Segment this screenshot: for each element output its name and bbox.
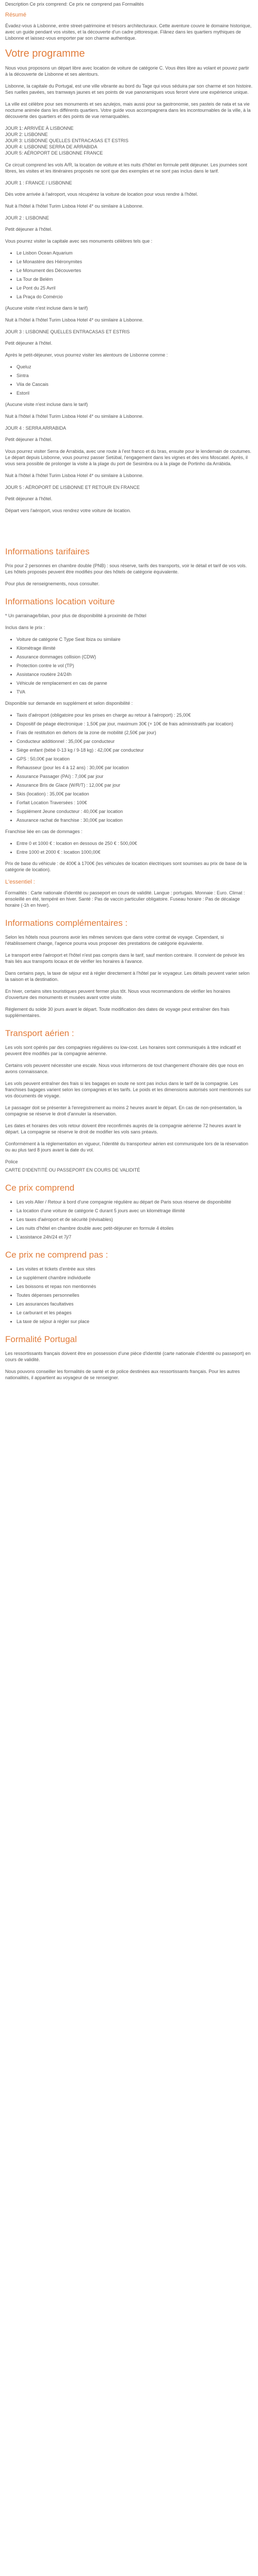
essentiel-text: Formalités : Carte nationale d'identité ou passeport en cours de validité. Langue : portugais. Monnaie : Euro. Climat : ensoleillé en été, tempéré en hiver. Santé : Pas de vaccin particulier obligatoire. Fuseau horaire : Pas de décalage horaire (-1h en hiver). — [5, 890, 245, 908]
list-item: • Rehausseur (pour les 4 à 12 ans) : 30,00€ par location — [17, 765, 253, 771]
location-inclus-label: Inclus dans le prix : — [5, 625, 45, 630]
programme-intro-2: Lisbonne, la capitale du Portugal, est une ville vibrante au bord du Tage qui vous séduira par son charme et son histoire. Ses ruelles pavées, ses tramways jaunes et ses points de vue panoramiques vous feront vivre une expérience unique. — [5, 83, 253, 95]
list-item: • La location d'une voiture de catégorie C durant 5 jours avec un kilométrage illimité — [17, 1208, 253, 1214]
list-item: • Assurance Passager (PAI) : 7,00€ par jour — [17, 773, 253, 779]
complementaires-p4: En hiver, certains sites touristiques peuvent fermer plus tôt. Nous vous recommandons de vérifier les horaires d'ouverture des monuments et musées avant votre visite. — [5, 989, 231, 1000]
list-item: • Assistance routière 24/24h — [17, 671, 253, 677]
day4-title: JOUR 4 : SERRA ARRABIDA — [5, 426, 67, 431]
list-item: • Frais de restitution en dehors de la zone de mobilité (2,50€ par jour) — [17, 730, 253, 736]
list-item: • Le Pont du 25 Avril — [17, 285, 253, 291]
day2-breakfast: Petit déjeuner à l'hôtel. — [5, 227, 53, 232]
programme-title: Votre programme — [5, 48, 85, 59]
list-item: • Les taxes d'aéroport et de sécurité (révisables) — [17, 1216, 253, 1223]
day2-list — [5, 250, 253, 300]
list-item: • Estoril — [17, 390, 253, 396]
location-franchise-list — [5, 840, 253, 855]
transport-p4: Le passager doit se présenter à l'enregistrement au moins 2 heures avant le départ. En cas de non-présentation, la compagnie se réserve le droit d'annuler la réservation. — [5, 1105, 242, 1116]
complementaires-p1: Selon les hôtels nous pourrons avoir les mêmes services que dans votre contrat de voyage. Cependant, si l'établissement change, l'agence pourra vous proposer des prestations de catégorie équivalente. — [5, 935, 224, 946]
tarifaires-text-2: Pour plus de renseignements, nous consulter. — [5, 581, 100, 586]
list-item: • GPS : 50,00€ par location — [17, 756, 253, 762]
day-summary-2: JOUR 2: LISBONNE — [5, 132, 48, 137]
day4-text: Vous pourrez visiter Serra de Arrabida, avec une route à l'est franco et du bras, ensuite pour le lendemain de coutumes. Le départ depuis Lisbonne, vous pourrez passer Setúbal, l'engagement dans les vignes et des vins Moscatel. Après, il vous sera possible de prolonger la visite à la plage du port de Sesimbra ou à la plage de Portinho da Arrábida. — [5, 449, 251, 466]
programme-intro-1: Nous vous proposons un départ libre avec location de voiture de catégorie C. Vous êtes libre au volant et pouvez partir à la découverte de Lisbonne et ses alentours. — [5, 65, 249, 77]
list-item: • Supplément Jeune conducteur : 40,00€ par location — [17, 808, 253, 815]
day3-stay: Nuit à l'hôtel à l'hôtel Turim Lisboa Hotel 4* ou similaire à Lisbonne. — [5, 414, 144, 419]
list-item: • Le carburant et les péages — [17, 1310, 253, 1316]
day2-title: JOUR 2 : LISBONNE — [5, 215, 50, 221]
day1-text: Dès votre arrivée à l'aéroport, vous récupérez la voiture de location pour vous rendre à l'hôtel. — [5, 192, 198, 197]
programme-intro-3: La ville est célèbre pour ses monuments et ses azulejos, mais aussi pour sa gastronomie, ses pasteis de nata et sa vie nocturne animée dans les différents quartiers. Votre guide vous accompagnera dans les incontournables de la ville, à la découverte des quartiers et des points de vue remarquables. — [5, 101, 251, 119]
list-item: • Les boissons et repas non mentionnés — [17, 1283, 253, 1290]
ne-comprend-list — [5, 1266, 253, 1325]
list-item: • Assurance Bris de Glace (W/R/T) : 12,00€ par jour — [17, 782, 253, 788]
list-item: • Les assurances facultatives — [17, 1301, 253, 1307]
list-item: • Le Monument des Découvertes — [17, 267, 253, 274]
list-item: • TVA — [17, 689, 253, 695]
day1-title: JOUR 1 : FRANCE / LISBONNE — [5, 180, 72, 185]
list-item: • La taxe de séjour à régler sur place — [17, 1318, 253, 1325]
list-item: • Entre 0 et 1000 € : location en dessous de 250 € : 500,00€ — [17, 840, 253, 846]
list-item: • Dispositif de péage électronique : 1,50€ par jour, maximum 30€ (+ 10€ de frais administratifs par location) — [17, 721, 253, 727]
location-depot: Disponible sur demande en supplément et selon disponibilité : — [5, 701, 133, 706]
day4-breakfast: Petit déjeuner à l'hôtel. — [5, 437, 53, 442]
complementaires-p3: Dans certains pays, la taxe de séjour est à régler directement à l'hôtel par le voyageur. Les détails peuvent varier selon la saison et la destination. — [5, 971, 250, 982]
list-item: • Entre 1000 et 2000 € : location 1000,00€ — [17, 849, 253, 855]
day-summary-5: JOUR 5: AÉROPORT DE LISBONNE FRANCE — [5, 150, 103, 156]
list-item: • Le Lisbon Ocean Aquarium — [17, 250, 253, 256]
resume-title: Résumé — [5, 12, 26, 18]
list-item: • Protection contre le vol (TP) — [17, 663, 253, 669]
list-item: • La Praça do Comércio — [17, 294, 253, 300]
essentiel-title: L'essentiel : — [5, 879, 35, 885]
location-note: * Un parrainage/bilan, pour plus de disponibilité à proximité de l'hôtel — [5, 613, 147, 618]
day2-note: (Aucune visite n'est incluse dans le tarif) — [5, 306, 88, 311]
tarifaires-title: Informations tarifaires — [5, 547, 90, 556]
police-label: Police — [5, 1159, 18, 1164]
list-item: • Vila de Cascais — [17, 381, 253, 387]
complementaires-title: Informations complémentaires : — [5, 918, 128, 928]
day3-breakfast: Petit déjeuner à l'hôtel. — [5, 341, 53, 346]
transport-title: Transport aérien : — [5, 1028, 74, 1038]
formalites-p1: Les ressortissants français doivent être en possession d'une pièce d'identité (carte nationale d'identité ou passeport) en cours de validité. — [5, 1351, 251, 1362]
list-item: • L'assistance 24h/24 et 7j/7 — [17, 1234, 253, 1240]
list-item: • Les vols Aller / Retour à bord d'une compagnie régulière au départ de Paris sous réserve de disponibilité — [17, 1199, 253, 1205]
day2-text: Vous pourrez visiter la capitale avec ses monuments célèbres tels que : — [5, 239, 153, 244]
location-franchise-note: Prix de base du véhicule : de 400€ à 1700€ (les véhicules de location électriques sont soumises au prix de base de la catégorie de location). — [5, 861, 247, 872]
transport-p1: Les vols sont opérés par des compagnies régulières ou low-cost. Les horaires sont communiqués à titre indicatif et peuvent être modifiés par la compagnie aérienne. — [5, 1045, 241, 1056]
day3-note: (Aucune visite n'est incluse dans le tarif) — [5, 402, 88, 407]
transport-p5: Les dates et horaires des vols retour doivent être reconfirmés auprès de la compagnie aérienne 72 heures avant le départ. La compagnie se réserve le droit de modifier les vols sans préavis. — [5, 1123, 241, 1134]
day5-breakfast: Petit déjeuner à l'hôtel. — [5, 496, 53, 501]
list-item: • Voiture de catégorie C Type Seat Ibiza ou similaire — [17, 636, 253, 642]
list-item: • Siège enfant (bébé 0-13 kg / 9-18 kg) : 42,00€ par conducteur — [17, 747, 253, 753]
list-item: • Assurance rachat de franchise : 30,00€ par location — [17, 817, 253, 823]
day-summary-1: JOUR 1: ARRIVÉE À LISBONNE — [5, 126, 74, 131]
comprend-title: Ce prix comprend — [5, 1183, 75, 1193]
transport-p6: Conformément à la réglementation en vigueur, l'identité du transporteur aérien est communiquée lors de la réservation ou au plus tard 8 jours avant la date du vol. — [5, 1141, 248, 1153]
day5-title: JOUR 5 : AÉROPORT DE LISBONNE ET RETOUR EN FRANCE — [5, 485, 140, 490]
list-item: • Taxis d'aéroport (obligatoire pour les prises en charge au retour à l'aéroport) : 25,00€ — [17, 712, 253, 718]
list-item: • Kilométrage illimité — [17, 645, 253, 651]
comprend-list — [5, 1199, 253, 1240]
list-item: • Conducteur additionnel : 35,00€ par conducteur — [17, 738, 253, 744]
day2-stay: Nuit à l'hôtel à l'hôtel Turim Lisboa Hotel 4* ou similaire à Lisbonne. — [5, 317, 144, 323]
list-item: • Queluz — [17, 364, 253, 370]
ne-comprend-title: Ce prix ne comprend pas : — [5, 1250, 108, 1260]
location-title: Informations location voiture — [5, 597, 115, 606]
list-item: • La Tour de Belém — [17, 276, 253, 282]
list-item: • Sintra — [17, 372, 253, 379]
list-item: • Le Monastère des Hiéronymites — [17, 259, 253, 265]
day4-stay: Nuit à l'hôtel à l'hôtel Turim Lisboa Hotel 4* ou similaire à Lisbonne. — [5, 473, 144, 478]
formalites-title: Formalité Portugal — [5, 1334, 77, 1344]
days-list — [5, 125, 253, 156]
intro-nav: Description Ce prix comprend: Ce prix ne comprend pas Formalités — [5, 2, 144, 7]
police-text: CARTE D'IDENTITÉ OU PASSEPORT EN COURS DE VALIDITÉ — [5, 1167, 140, 1173]
day5-text: Départ vers l'aéroport, vous rendrez votre voiture de location. — [5, 508, 131, 513]
complementaires-p2: Le transport entre l'aéroport et l'hôtel n'est pas compris dans le tarif, sauf mention contraire. Il convient de prévoir les frais liés aux transports locaux et de vérifier les horaires à l'avance. — [5, 953, 245, 964]
list-item: • Véhicule de remplacement en cas de panne — [17, 680, 253, 686]
list-item: • Assurance dommages collision (CDW) — [17, 654, 253, 660]
tarifaires-text-1: Prix pour 2 personnes en chambre double (PNB) : sous réserve, tarifs des transports, voir le détail et tarif de vos vols. Les hôtels proposés peuvent être modifiés pour des hôtels de catégorie équivalente. — [5, 563, 247, 574]
list-item: • Skis (location) : 35,00€ par location — [17, 791, 253, 797]
list-item: • Forfait Location Traversées : 100€ — [17, 800, 253, 806]
list-item: • Les visites et tickets d'entrée aux sites — [17, 1266, 253, 1272]
location-extras-list — [5, 712, 253, 823]
list-item: • Les nuits d'hôtel en chambre double avec petit-déjeuner en formule 4 étoiles — [17, 1225, 253, 1231]
days-note: Ce circuit comprend les vols A/R, la location de voiture et les nuits d'hôtel en formule petit déjeuner. Les journées sont libres, les visites et les itinéraires proposés ne sont que des exemples et ne sont pas inclus dans le tarif. — [5, 162, 247, 174]
transport-p3: Les vols peuvent entraîner des frais si les bagages en soute ne sont pas inclus dans le tarif de la compagnie. Les franchises bagages varient selon les compagnies et les tarifs. Le poids et les dimensions autorisés sont mentionnés sur vos documents de voyage. — [5, 1081, 251, 1098]
resume-text: Évadez-vous à Lisbonne, entre street-patrimoine et trésors architecturaux. Cette aventure couvre le domaine historique, avec un guide pendant vos visites, et la découverte d'un cadre pittoresque. Flânez dans les quartiers mythiques de Lisbonne et laissez-vous emporter par son charme authentique. — [5, 23, 252, 41]
location-franchise-label: Franchise liée en cas de dommages : — [5, 829, 83, 834]
day-summary-3: JOUR 3: LISBONNE QUELLES ENTRACASAS ET ESTRIS — [5, 138, 128, 143]
list-item: • Le supplément chambre individuelle — [17, 1275, 253, 1281]
formalites-p2: Nous pouvons conseiller les formalités de santé et de police destinées aux ressortissants français. Pour les autres nationalités, il appartient au voyageur de se renseigner. — [5, 1369, 240, 1380]
day3-title: JOUR 3 : LISBONNE QUELLES ENTRACASAS ET ESTRIS — [5, 329, 130, 334]
day3-text: Après le petit-déjeuner, vous pourrez visiter les alentours de Lisbonne comme : — [5, 352, 168, 358]
complementaires-p5: Réglement du solde 30 jours avant le départ. Toute modification des dates de voyage peut entraîner des frais supplémentaires. — [5, 1007, 230, 1018]
day-summary-4: JOUR 4: LISBONNE SERRA DE ARRABIDA — [5, 144, 98, 149]
day1-stay: Nuit à l'hôtel à l'hôtel Turim Lisboa Hotel 4* ou similaire à Lisbonne. — [5, 204, 144, 209]
list-item: • Toutes dépenses personnelles — [17, 1292, 253, 1298]
location-inclus-list — [5, 636, 253, 695]
transport-p2: Certains vols peuvent nécessiter une escale. Nous vous informerons de tout changement d'horaire dès que nous en avons connaissance. — [5, 1063, 244, 1074]
day3-list — [5, 364, 253, 396]
